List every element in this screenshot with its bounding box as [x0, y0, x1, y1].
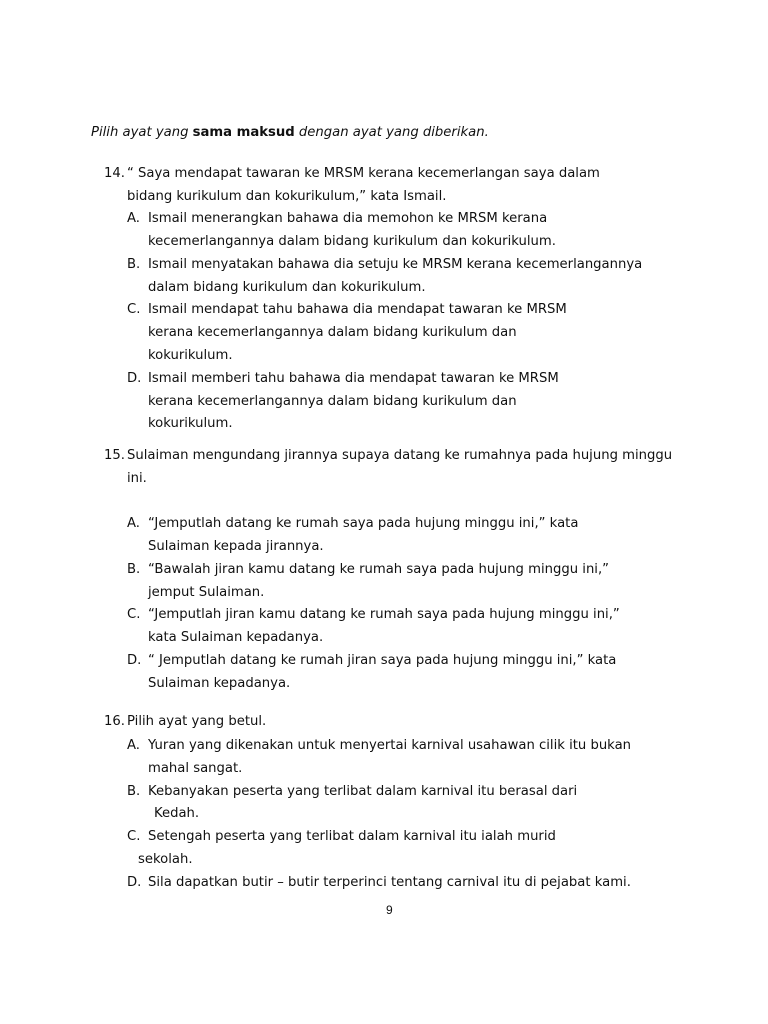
question-stem-line: bidang kurikulum dan kokurikulum,” kata Ismail.	[127, 189, 447, 204]
option-text: kecemerlangannya dalam bidang kurikulum dan kokurikulum.	[148, 234, 556, 249]
option-text: “Bawalah jiran kamu datang ke rumah saya pada hujung minggu ini,”	[148, 562, 609, 577]
option-letter: A.	[127, 211, 140, 226]
option-text: Ismail memberi tahu bahawa dia mendapat tawaran ke MRSM	[148, 371, 559, 386]
question-stem-line: Sulaiman mengundang jirannya supaya datang ke rumahnya pada hujung minggu	[127, 448, 673, 463]
question-number: 16.	[104, 714, 125, 729]
instruction	[91, 126, 489, 139]
instruction-post: dengan ayat yang diberikan.	[294, 125, 489, 140]
question-number: 14.	[104, 166, 125, 181]
option-text: Sulaiman kepadanya.	[148, 676, 291, 691]
option-text: jemput Sulaiman.	[148, 585, 265, 600]
option-letter: D.	[127, 371, 142, 386]
option-text: Yuran yang dikenakan untuk menyertai karnival usahawan cilik itu bukan	[148, 738, 632, 753]
page-number: 9	[386, 903, 393, 917]
option-text: kerana kecemerlangannya dalam bidang kurikulum dan	[148, 325, 517, 340]
option-text: kata Sulaiman kepadanya.	[148, 630, 324, 645]
option-letter: D.	[127, 875, 142, 890]
option-text: kokurikulum.	[148, 416, 233, 431]
option-text: “Jemputlah datang ke rumah saya pada hujung minggu ini,” kata	[148, 516, 579, 531]
option-text: dalam bidang kurikulum dan kokurikulum.	[148, 280, 426, 295]
instruction-pre: Pilih ayat yang	[91, 125, 193, 140]
instruction-emphasis: sama maksud	[192, 125, 295, 140]
option-text: Sulaiman kepada jirannya.	[148, 539, 324, 554]
option-text: Kedah.	[154, 806, 200, 821]
question-stem-line: ini.	[127, 471, 147, 486]
option-letter: B.	[127, 562, 141, 577]
option-letter: D.	[127, 653, 142, 668]
question-stem-line: Pilih ayat yang betul.	[127, 714, 267, 729]
question-number: 15.	[104, 448, 125, 463]
option-text: “Jemputlah jiran kamu datang ke rumah saya pada hujung minggu ini,”	[148, 607, 620, 622]
option-text: Ismail menerangkan bahawa dia memohon ke MRSM kerana	[148, 211, 548, 226]
option-text: “ Jemputlah datang ke rumah jiran saya pada hujung minggu ini,” kata	[148, 653, 617, 668]
option-text: Ismail mendapat tahu bahawa dia mendapat tawaran ke MRSM	[148, 302, 567, 317]
option-text: mahal sangat.	[148, 761, 243, 776]
option-letter: A.	[127, 738, 140, 753]
option-letter: B.	[127, 257, 141, 272]
option-letter: A.	[127, 516, 140, 531]
option-text: Kebanyakan peserta yang terlibat dalam karnival itu berasal dari	[148, 784, 578, 799]
option-letter: B.	[127, 784, 141, 799]
option-text: Ismail menyatakan bahawa dia setuju ke MRSM kerana kecemerlangannya	[148, 257, 643, 272]
option-text: sekolah.	[138, 852, 193, 867]
option-letter: C.	[127, 829, 141, 844]
option-text: Sila dapatkan butir – butir terperinci tentang carnival itu di pejabat kami.	[148, 875, 631, 890]
option-text: kerana kecemerlangannya dalam bidang kurikulum dan	[148, 394, 517, 409]
option-letter: C.	[127, 302, 141, 317]
option-text: Setengah peserta yang terlibat dalam karnival itu ialah murid	[148, 829, 556, 844]
option-letter: C.	[127, 607, 141, 622]
option-text: kokurikulum.	[148, 348, 233, 363]
question-stem-line: “ Saya mendapat tawaran ke MRSM kerana kecemerlangan saya dalam	[127, 166, 600, 181]
